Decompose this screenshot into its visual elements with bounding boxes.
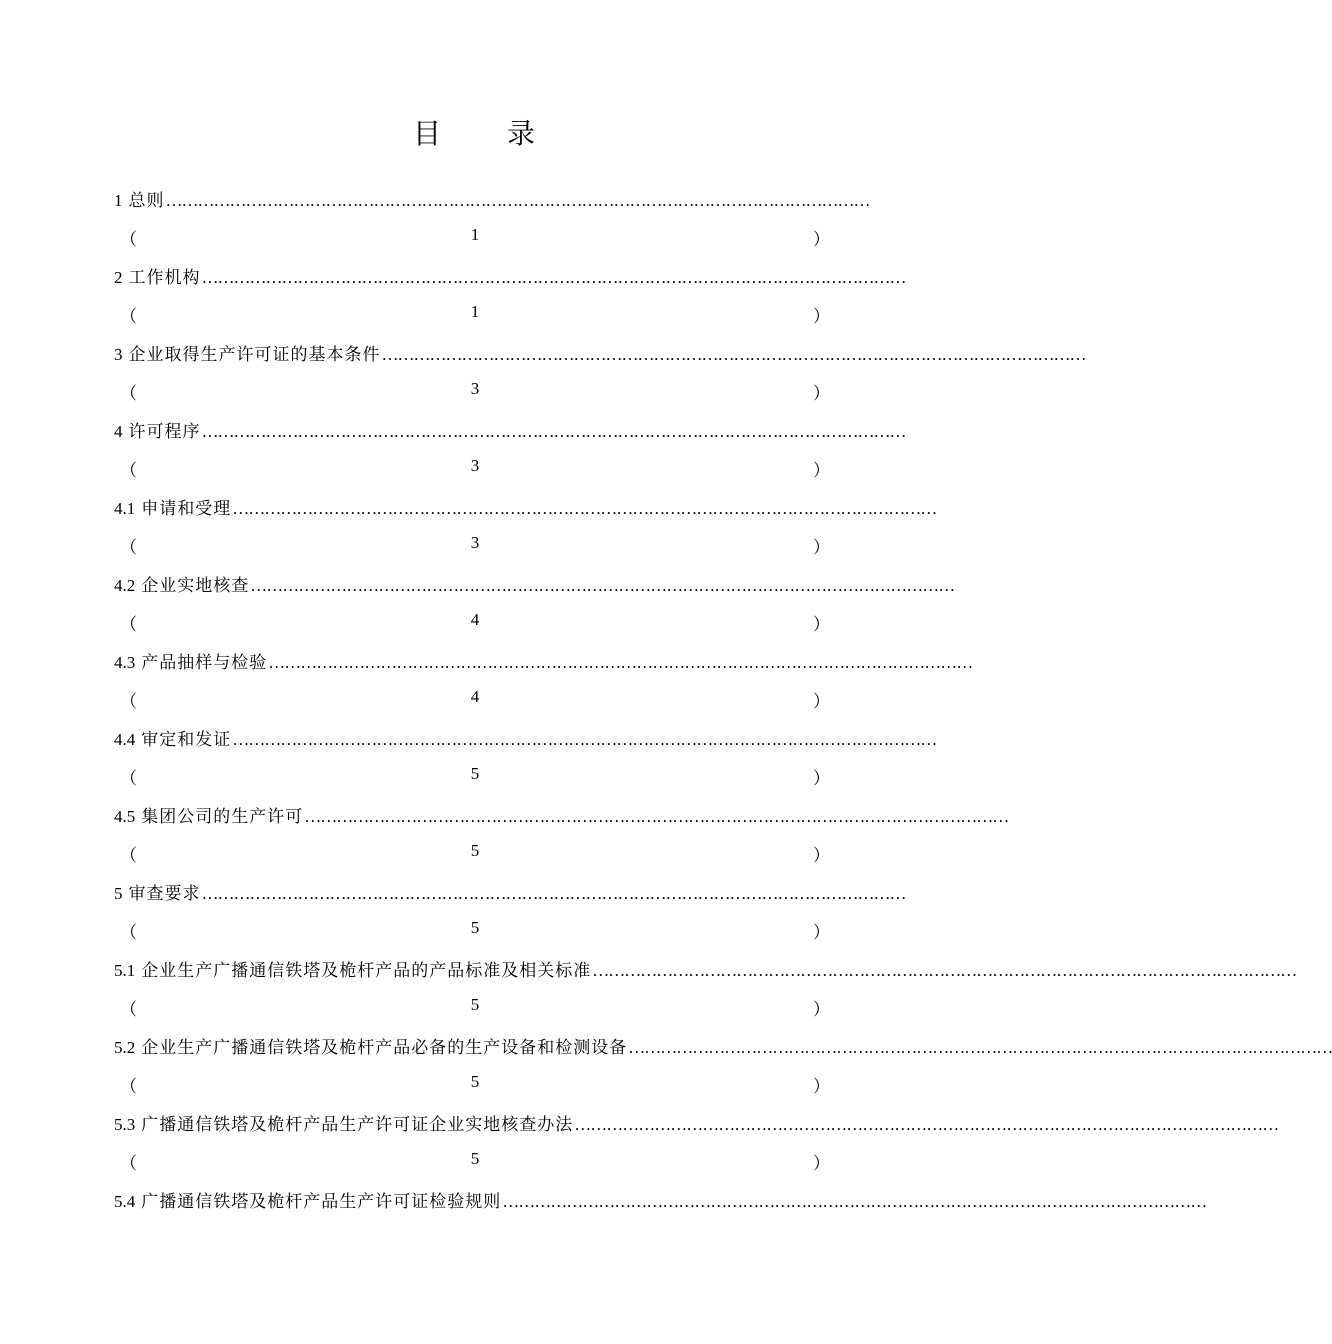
toc-section-title: 企业生产广播通信铁塔及桅杆产品必备的生产设备和检测设备	[141, 1038, 628, 1058]
toc-heading-line	[114, 494, 937, 520]
toc-page-line	[114, 841, 836, 865]
toc-page-line	[114, 456, 836, 480]
toc-section-title: 产品抽样与检验	[141, 653, 268, 673]
toc-page-number: 4	[470, 610, 480, 629]
toc-section-title: 企业实地核查	[141, 576, 250, 596]
open-paren: （	[120, 846, 137, 865]
toc-heading-line	[114, 1110, 1279, 1136]
toc-entry[interactable]	[114, 642, 973, 719]
toc-dot-leader: ……………………………………………………………………………………………………………………	[165, 191, 870, 210]
toc-section-number: 4.4	[114, 730, 136, 749]
toc-section-number: 3	[114, 345, 123, 364]
toc-section-number: 5.3	[114, 1115, 136, 1134]
toc-page-line	[114, 995, 836, 1019]
toc-page-line	[114, 1149, 836, 1173]
toc-heading-line	[114, 263, 906, 289]
toc-page-line	[114, 533, 836, 557]
toc-section-title: 许可程序	[128, 422, 201, 442]
toc-section-title: 企业取得生产许可证的基本条件	[128, 345, 381, 365]
toc-page-line	[114, 687, 836, 711]
toc-section-number: 4	[114, 422, 123, 441]
toc-entry[interactable]	[114, 1027, 1332, 1104]
toc-dot-leader: ……………………………………………………………………………………………………………………	[304, 807, 1009, 826]
toc-section-number: 4.1	[114, 499, 136, 518]
toc-heading-line	[114, 571, 955, 597]
toc-page-line	[114, 1072, 836, 1096]
toc-section-title: 集团公司的生产许可	[141, 807, 304, 827]
toc-page-line	[114, 225, 836, 249]
toc-section-title: 审查要求	[128, 884, 201, 904]
open-paren: （	[120, 923, 137, 942]
toc-heading-line	[114, 725, 937, 751]
toc-section-title: 申请和受理	[141, 499, 232, 519]
close-paren: ）	[813, 1000, 830, 1019]
open-paren: （	[120, 307, 137, 326]
toc-page-number: 1	[470, 225, 480, 244]
toc-section-title: 广播通信铁塔及桅杆产品生产许可证企业实地核查办法	[141, 1115, 574, 1135]
toc-dot-leader: ……………………………………………………………………………………………………………………	[201, 884, 906, 903]
toc-entry[interactable]	[114, 411, 906, 488]
page-title-char-2: 录	[507, 117, 538, 150]
close-paren: ）	[813, 230, 830, 249]
open-paren: （	[120, 384, 137, 403]
page-title	[0, 112, 950, 152]
toc-section-title: 广播通信铁塔及桅杆产品生产许可证检验规则	[141, 1192, 502, 1212]
toc-page-number: 3	[470, 533, 480, 552]
toc-section-number: 2	[114, 268, 123, 287]
toc-dot-leader: ……………………………………………………………………………………………………………………	[381, 345, 1086, 364]
toc-heading-line	[114, 340, 1086, 366]
toc-entry[interactable]	[114, 873, 906, 950]
toc-heading-line	[114, 802, 1009, 828]
toc-entry[interactable]	[114, 257, 906, 334]
open-paren: （	[120, 1154, 137, 1173]
toc-page-number: 3	[470, 379, 480, 398]
close-paren: ）	[813, 1077, 830, 1096]
close-paren: ）	[813, 846, 830, 865]
close-paren: ）	[813, 615, 830, 634]
toc-section-number: 4.2	[114, 576, 136, 595]
toc-heading-line	[114, 1033, 1332, 1059]
toc-entry[interactable]	[114, 719, 937, 796]
toc-section-title: 审定和发证	[141, 730, 232, 750]
toc-dot-leader: ……………………………………………………………………………………………………………………	[592, 961, 1297, 980]
close-paren: ）	[813, 307, 830, 326]
toc-heading-line	[114, 186, 870, 212]
open-paren: （	[120, 1000, 137, 1019]
toc-page-number: 4	[470, 687, 480, 706]
toc-page-number: 5	[470, 1072, 480, 1091]
toc-entry[interactable]	[114, 1104, 1279, 1181]
toc-heading-line	[114, 879, 906, 905]
close-paren: ）	[813, 384, 830, 403]
toc-page-number: 5	[470, 918, 480, 937]
close-paren: ）	[813, 538, 830, 557]
toc-section-number: 1	[114, 191, 123, 210]
toc-heading-line	[114, 1187, 1207, 1213]
open-paren: （	[120, 538, 137, 557]
toc-page-number: 5	[470, 995, 480, 1014]
close-paren: ）	[813, 461, 830, 480]
toc-page-line	[114, 764, 836, 788]
toc-page-line	[114, 379, 836, 403]
toc-section-title: 企业生产广播通信铁塔及桅杆产品的产品标准及相关标准	[141, 961, 592, 981]
toc-dot-leader: ……………………………………………………………………………………………………………………	[232, 499, 937, 518]
open-paren: （	[120, 615, 137, 634]
close-paren: ）	[813, 1154, 830, 1173]
toc-section-number: 5.2	[114, 1038, 136, 1057]
toc-section-title: 总则	[128, 191, 165, 211]
toc-dot-leader: ……………………………………………………………………………………………………………………	[502, 1192, 1207, 1211]
toc-dot-leader: ……………………………………………………………………………………………………………………	[201, 422, 906, 441]
toc-section-number: 4.5	[114, 807, 136, 826]
toc-dot-leader: ……………………………………………………………………………………………………………………	[628, 1038, 1332, 1057]
open-paren: （	[120, 692, 137, 711]
toc-section-number: 5.4	[114, 1192, 136, 1211]
toc-page-number: 1	[470, 302, 480, 321]
toc-section-title: 工作机构	[128, 268, 201, 288]
toc-page-number: 5	[470, 1149, 480, 1168]
toc-heading-line	[114, 956, 1297, 982]
toc-section-number: 5	[114, 884, 123, 903]
toc-dot-leader: ……………………………………………………………………………………………………………………	[574, 1115, 1279, 1134]
toc-dot-leader: ……………………………………………………………………………………………………………………	[232, 730, 937, 749]
toc-page-number: 5	[470, 841, 480, 860]
toc-entry[interactable]	[114, 565, 955, 642]
toc-entry[interactable]	[114, 488, 937, 565]
toc-entry[interactable]	[114, 1181, 1207, 1258]
open-paren: （	[120, 769, 137, 788]
toc-page-number: 3	[470, 456, 480, 475]
toc-entry[interactable]	[114, 950, 1297, 1027]
toc-section-number: 5.1	[114, 961, 136, 980]
toc-heading-line	[114, 648, 973, 674]
toc-dot-leader: ……………………………………………………………………………………………………………………	[268, 653, 973, 672]
close-paren: ）	[813, 923, 830, 942]
toc-entry[interactable]	[114, 796, 1009, 873]
toc-page-number: 5	[470, 764, 480, 783]
toc-dot-leader: ……………………………………………………………………………………………………………………	[201, 268, 906, 287]
toc-page-line	[114, 918, 836, 942]
toc-dot-leader: ……………………………………………………………………………………………………………………	[250, 576, 955, 595]
toc-entry[interactable]	[114, 180, 870, 257]
page-title-char-1: 目	[412, 117, 443, 150]
open-paren: （	[120, 1077, 137, 1096]
close-paren: ）	[813, 692, 830, 711]
toc-entry[interactable]	[114, 334, 1086, 411]
toc-page-line	[114, 610, 836, 634]
toc-heading-line	[114, 417, 906, 443]
open-paren: （	[120, 230, 137, 249]
toc-section-number: 4.3	[114, 653, 136, 672]
toc-page-line	[114, 302, 836, 326]
open-paren: （	[120, 461, 137, 480]
table-of-contents	[114, 180, 1332, 1258]
close-paren: ）	[813, 769, 830, 788]
